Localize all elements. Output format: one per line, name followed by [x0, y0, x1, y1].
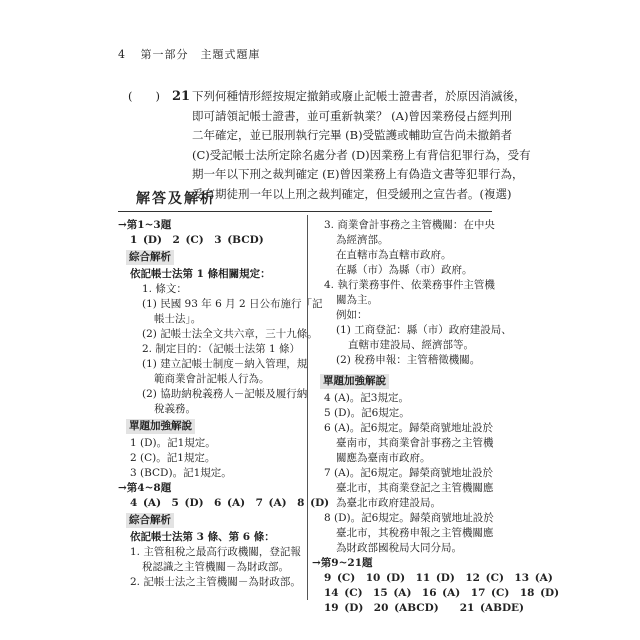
page-header [118, 46, 261, 62]
explanation-heading: 依記帳士法第 3 條、第 6 條： [130, 531, 275, 543]
answers-section-title: 解答及解析 [136, 191, 216, 207]
explanation-line: 7 (A)。記6規定。歸榮商號地址設於 [324, 467, 493, 479]
explanation-line: 在直轄市為直轄市政府。 [336, 249, 452, 261]
explanation-line: 3. 商業會計事務之主管機關：在中央 [324, 219, 495, 231]
explanation-heading: 依記帳士法第 1 條相關規定： [130, 268, 271, 280]
explanation-line: 臺南市，其商業會計事務之主管機 [336, 437, 494, 449]
answer-row: 4 (A) 5 (D) 6 (A) 7 (A) 8 (D) [130, 497, 330, 509]
explanation-line: 臺北市，其商業登記之主管機關應 [336, 482, 494, 494]
question-line: (C)受記帳士法所定除名處分者 (D)因業務上有背信犯罪行為，受有 [192, 147, 531, 162]
explanation-line: 1. 主管租稅之最高行政機關，登記報 [130, 546, 301, 558]
question-line: 期一年以下刑之裁判確定 (E)曾因業務上有偽造文書等犯罪行為， [192, 167, 524, 181]
explanation-line: 關應為臺南市政府。 [336, 452, 431, 464]
explanation-line: 4. 執行業務事件、依業務事件主管機 [324, 279, 495, 291]
column-divider [307, 215, 308, 600]
explanation-line: 8 (D)。記6規定。歸榮商號地址設於 [324, 512, 494, 524]
answer-row: 14 (C) 15 (A) 16 (A) 17 (C) 18 (D) [324, 587, 560, 599]
tag-label: 綜合解析 [126, 513, 174, 528]
explanation-line: 為經濟部。 [336, 234, 389, 246]
explanation-line: 稅認識之主管機關－為財政部。 [142, 561, 289, 573]
explanation-line: 3 (BCD)。記1規定。 [130, 467, 232, 479]
question-text [192, 87, 632, 204]
explanation-line: 稅義務。 [154, 403, 196, 415]
group-title: →第1~3題 [118, 219, 172, 231]
section-heading: 第一部分 主題式題庫 [140, 48, 261, 61]
explanation-line: 2. 記帳士法之主管機關－為財政部。 [130, 576, 301, 588]
group-title: →第4~8題 [118, 482, 172, 494]
explanation-line: (1) 工商登記：縣（市）政府建設局、 [336, 324, 512, 336]
explanation-line: 6 (A)。記6規定。歸榮商號地址設於 [324, 422, 493, 434]
explanation-line: (1) 建立記帳士制度－納入管理，規 [142, 358, 308, 370]
explanation-line: 臺北市，其稅務申報之主管機關應 [336, 527, 494, 539]
question-line: 即可請領記帳士證書，並可重新執業？ (A)曾因業務侵占經判刑 [192, 108, 512, 123]
tag-label: 單題加強解說 [320, 374, 389, 389]
tag-label: 單題加強解說 [126, 419, 195, 434]
explanation-line: 4 (A)。記3規定。 [324, 392, 409, 404]
section-divider [118, 211, 492, 212]
group-title: →第9~21題 [312, 557, 373, 569]
explanation-line: 5 (D)。記6規定。 [324, 407, 410, 419]
question-line: 受有期徒刑一年以上刑之裁判確定，但受緩刑之宣告者。(複選) [192, 186, 512, 201]
explanation-line: 帳士法」。 [154, 313, 202, 325]
explanation-line: 例如： [336, 309, 368, 321]
question-line: 下列何種情形經按規定撤銷或廢止記帳士證書者，於原因消滅後， [192, 89, 526, 103]
explanation-line: (1) 民國 93 年 6 月 2 日公布施行「記 [142, 298, 323, 310]
explanation-line: 直轄市建設局、經濟部等。 [348, 339, 474, 351]
explanation-line: 2 (C)。記1規定。 [130, 452, 216, 464]
explanation-line: (2) 記帳士法全文共六章，三十九條。 [142, 328, 318, 340]
explanation-line: (2) 協助納稅義務人－記帳及履行納 [142, 388, 308, 400]
explanation-line: 為財政部國稅局大同分局。 [336, 542, 462, 554]
explanation-line: 關為主。 [336, 294, 378, 306]
explanation-line: 在縣（市）為縣（市）政府。 [336, 264, 473, 276]
answer-row: 1 (D) 2 (C) 3 (BCD) [130, 234, 264, 246]
answer-blank: ( ) [128, 89, 160, 103]
explanation-line: 範商業會計記帳人行為。 [154, 373, 270, 385]
answer-row: 9 (C) 10 (D) 11 (D) 12 (C) 13 (A) [324, 572, 553, 584]
tag-label: 綜合解析 [126, 250, 174, 265]
explanation-line: 1 (D)。記1規定。 [130, 437, 216, 449]
question-line: 二年確定，並已服刑執行完畢 (B)受監護或輔助宣告尚未撤銷者 [192, 128, 513, 142]
answer-row: 19 (D) 20 (ABCD) 21 (ABDE) [324, 602, 525, 614]
right-column [312, 218, 560, 616]
explanation-line: 為臺北市政府建設局。 [336, 497, 441, 509]
explanation-line: (2) 稅務申報：主管稽徵機關。 [336, 354, 481, 366]
left-column [118, 218, 330, 590]
explanation-line: 1. 條文： [142, 283, 187, 295]
question-number: 21 [172, 89, 191, 104]
explanation-line: 2. 制定目的：（記帳士法第 1 條） [142, 343, 300, 355]
page-number: 4 [118, 48, 126, 61]
